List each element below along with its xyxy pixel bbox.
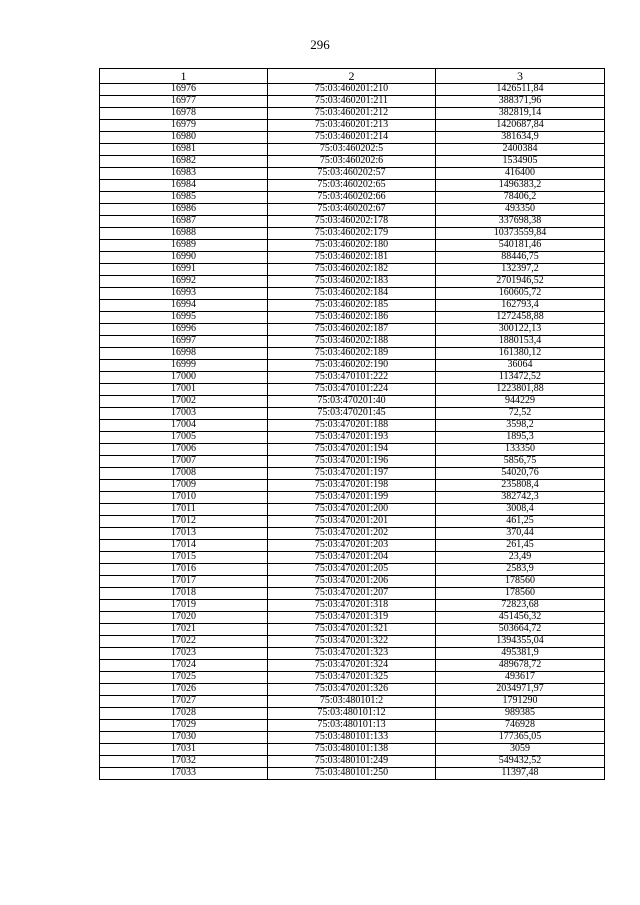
row-number-cell: 16999 [100,360,268,372]
cadastral-number-cell: 75:03:480101:13 [268,720,436,732]
cadastral-number-cell: 75:03:480101:249 [268,756,436,768]
cadastral-number-cell: 75:03:480101:133 [268,732,436,744]
table-row [100,252,605,264]
cadastral-number-cell: 75:03:470201:325 [268,672,436,684]
cadastral-number-cell: 75:03:470201:202 [268,528,436,540]
row-number-cell: 16993 [100,288,268,300]
value-cell: 11397,48 [436,768,605,780]
value-cell: 23,49 [436,552,605,564]
table-row [100,264,605,276]
cadastral-number-cell: 75:03:470201:45 [268,408,436,420]
cadastral-number-cell: 75:03:470201:326 [268,684,436,696]
row-number-cell: 17016 [100,564,268,576]
value-cell: 133350 [436,444,605,456]
row-number-cell: 17008 [100,468,268,480]
table-row [100,600,605,612]
row-number-cell: 17028 [100,708,268,720]
cadastral-number-cell: 75:03:470201:188 [268,420,436,432]
row-number-cell: 17000 [100,372,268,384]
row-number-cell: 16988 [100,228,268,240]
row-number-cell: 17022 [100,636,268,648]
value-cell: 495381,9 [436,648,605,660]
cadastral-number-cell: 75:03:460202:57 [268,168,436,180]
table-row [100,660,605,672]
cadastral-number-cell: 75:03:460202:5 [268,144,436,156]
value-cell: 944229 [436,396,605,408]
cadastral-number-cell: 75:03:470201:319 [268,612,436,624]
table-row [100,192,605,204]
cadastral-number-cell: 75:03:460202:184 [268,288,436,300]
cadastral-number-cell: 75:03:480101:2 [268,696,436,708]
table-row [100,564,605,576]
row-number-cell: 16976 [100,84,268,96]
row-number-cell: 16989 [100,240,268,252]
row-number-cell: 17010 [100,492,268,504]
value-cell: 3008,4 [436,504,605,516]
table-row [100,108,605,120]
table-row [100,588,605,600]
cadastral-number-cell: 75:03:460201:211 [268,96,436,108]
cadastral-number-cell: 75:03:470201:203 [268,540,436,552]
table-row [100,360,605,372]
cadastral-number-cell: 75:03:470201:193 [268,432,436,444]
value-cell: 178560 [436,576,605,588]
row-number-cell: 16992 [100,276,268,288]
row-number-cell: 16978 [100,108,268,120]
value-cell: 489678,72 [436,660,605,672]
row-number-cell: 16983 [100,168,268,180]
cadastral-number-cell: 75:03:470101:224 [268,384,436,396]
table-row [100,444,605,456]
table-row [100,228,605,240]
value-cell: 72823,68 [436,600,605,612]
row-number-cell: 17012 [100,516,268,528]
table-row [100,708,605,720]
table-row [100,216,605,228]
cadastral-number-cell: 75:03:460201:214 [268,132,436,144]
cadastral-number-cell: 75:03:460202:187 [268,324,436,336]
row-number-cell: 17001 [100,384,268,396]
cadastral-number-cell: 75:03:470201:322 [268,636,436,648]
value-cell: 1272458,88 [436,312,605,324]
row-number-cell: 17003 [100,408,268,420]
cadastral-number-cell: 75:03:470201:204 [268,552,436,564]
row-number-cell: 16979 [100,120,268,132]
page-number: 296 [310,37,330,52]
table-row [100,648,605,660]
row-number-cell: 17026 [100,684,268,696]
cadastral-number-cell: 75:03:470201:205 [268,564,436,576]
row-number-cell: 17025 [100,672,268,684]
column-header-2: 2 [268,69,436,84]
table-row [100,516,605,528]
value-cell: 162793,4 [436,300,605,312]
cadastral-number-cell: 75:03:460202:185 [268,300,436,312]
table-row [100,276,605,288]
cadastral-number-cell: 75:03:460202:67 [268,204,436,216]
table-row [100,324,605,336]
value-cell: 235808,4 [436,480,605,492]
cadastral-number-cell: 75:03:480101:138 [268,744,436,756]
row-number-cell: 17015 [100,552,268,564]
row-number-cell: 16985 [100,192,268,204]
cadastral-number-cell: 75:03:480101:250 [268,768,436,780]
value-cell: 382819,14 [436,108,605,120]
value-cell: 2034971,97 [436,684,605,696]
row-number-cell: 16990 [100,252,268,264]
row-number-cell: 16981 [100,144,268,156]
cadastral-number-cell: 75:03:470201:197 [268,468,436,480]
cadastral-number-cell: 75:03:460201:213 [268,120,436,132]
registry-table [99,68,605,780]
value-cell: 461,25 [436,516,605,528]
table-row [100,336,605,348]
row-number-cell: 17021 [100,624,268,636]
cadastral-number-cell: 75:03:460202:189 [268,348,436,360]
row-number-cell: 17017 [100,576,268,588]
table-row [100,144,605,156]
cadastral-number-cell: 75:03:460202:186 [268,312,436,324]
row-number-cell: 16977 [100,96,268,108]
value-cell: 78406,2 [436,192,605,204]
value-cell: 113472,52 [436,372,605,384]
table-row [100,168,605,180]
row-number-cell: 16987 [100,216,268,228]
value-cell: 178560 [436,588,605,600]
cadastral-number-cell: 75:03:470201:318 [268,600,436,612]
value-cell: 1223801,88 [436,384,605,396]
cadastral-number-cell: 75:03:470201:201 [268,516,436,528]
value-cell: 1420687,84 [436,120,605,132]
row-number-cell: 17011 [100,504,268,516]
row-number-cell: 16986 [100,204,268,216]
table-row [100,672,605,684]
cadastral-number-cell: 75:03:470201:194 [268,444,436,456]
table-row [100,456,605,468]
cadastral-number-cell: 75:03:470101:222 [268,372,436,384]
table-row [100,180,605,192]
row-number-cell: 16996 [100,324,268,336]
table-row [100,132,605,144]
value-cell: 72,52 [436,408,605,420]
cadastral-number-cell: 75:03:470201:207 [268,588,436,600]
cadastral-number-cell: 75:03:470201:196 [268,456,436,468]
table-row [100,468,605,480]
value-cell: 5856,75 [436,456,605,468]
cadastral-number-cell: 75:03:480101:12 [268,708,436,720]
table-row [100,372,605,384]
table-header-row [100,69,605,84]
row-number-cell: 16980 [100,132,268,144]
row-number-cell: 17014 [100,540,268,552]
cadastral-number-cell: 75:03:470201:321 [268,624,436,636]
table-row [100,732,605,744]
row-number-cell: 17002 [100,396,268,408]
value-cell: 493350 [436,204,605,216]
value-cell: 370,44 [436,528,605,540]
row-number-cell: 17018 [100,588,268,600]
value-cell: 88446,75 [436,252,605,264]
table-row [100,528,605,540]
cadastral-number-cell: 75:03:460202:178 [268,216,436,228]
row-number-cell: 17033 [100,768,268,780]
table-row [100,552,605,564]
table-row [100,636,605,648]
row-number-cell: 17030 [100,732,268,744]
row-number-cell: 17006 [100,444,268,456]
cadastral-number-cell: 75:03:460202:183 [268,276,436,288]
value-cell: 1394355,04 [436,636,605,648]
cadastral-number-cell: 75:03:460202:180 [268,240,436,252]
cadastral-number-cell: 75:03:470201:206 [268,576,436,588]
row-number-cell: 16995 [100,312,268,324]
row-number-cell: 17032 [100,756,268,768]
row-number-cell: 16997 [100,336,268,348]
value-cell: 3598,2 [436,420,605,432]
cadastral-number-cell: 75:03:470201:199 [268,492,436,504]
value-cell: 1534905 [436,156,605,168]
table-row [100,540,605,552]
table-row [100,612,605,624]
value-cell: 416400 [436,168,605,180]
row-number-cell: 16998 [100,348,268,360]
cadastral-number-cell: 75:03:460202:179 [268,228,436,240]
value-cell: 989385 [436,708,605,720]
table-row [100,756,605,768]
value-cell: 381634,9 [436,132,605,144]
table-row [100,696,605,708]
cadastral-number-cell: 75:03:470201:198 [268,480,436,492]
row-number-cell: 17020 [100,612,268,624]
table-row [100,480,605,492]
row-number-cell: 16994 [100,300,268,312]
row-number-cell: 17013 [100,528,268,540]
row-number-cell: 16984 [100,180,268,192]
value-cell: 337698,38 [436,216,605,228]
row-number-cell: 17023 [100,648,268,660]
value-cell: 540181,46 [436,240,605,252]
table-row [100,768,605,780]
row-number-cell: 17029 [100,720,268,732]
table-row [100,240,605,252]
row-number-cell: 17007 [100,456,268,468]
table-row [100,84,605,96]
table-row [100,348,605,360]
row-number-cell: 17027 [100,696,268,708]
table-row [100,312,605,324]
cadastral-number-cell: 75:03:470201:323 [268,648,436,660]
column-header-1: 1 [100,69,268,84]
table-row [100,384,605,396]
value-cell: 1496383,2 [436,180,605,192]
table-row [100,288,605,300]
value-cell: 493617 [436,672,605,684]
value-cell: 161380,12 [436,348,605,360]
row-number-cell: 17005 [100,432,268,444]
table-row [100,492,605,504]
cadastral-number-cell: 75:03:460201:210 [268,84,436,96]
row-number-cell: 17019 [100,600,268,612]
value-cell: 1880153,4 [436,336,605,348]
table-row [100,432,605,444]
table-row [100,684,605,696]
row-number-cell: 16991 [100,264,268,276]
table-row [100,624,605,636]
value-cell: 382742,3 [436,492,605,504]
value-cell: 2583,9 [436,564,605,576]
value-cell: 3059 [436,744,605,756]
table-row [100,504,605,516]
row-number-cell: 17031 [100,744,268,756]
cadastral-number-cell: 75:03:460202:181 [268,252,436,264]
table-row [100,744,605,756]
column-header-3: 3 [436,69,605,84]
table-row [100,156,605,168]
table-row [100,120,605,132]
value-cell: 36064 [436,360,605,372]
table-row [100,96,605,108]
row-number-cell: 16982 [100,156,268,168]
cadastral-number-cell: 75:03:460202:6 [268,156,436,168]
value-cell: 2400384 [436,144,605,156]
value-cell: 388371,96 [436,96,605,108]
value-cell: 503664,72 [436,624,605,636]
cadastral-number-cell: 75:03:470201:40 [268,396,436,408]
table-body [100,84,605,780]
value-cell: 1895,3 [436,432,605,444]
value-cell: 451456,32 [436,612,605,624]
value-cell: 54020,76 [436,468,605,480]
row-number-cell: 17009 [100,480,268,492]
cadastral-number-cell: 75:03:460202:190 [268,360,436,372]
value-cell: 1426511,84 [436,84,605,96]
value-cell: 132397,2 [436,264,605,276]
row-number-cell: 17004 [100,420,268,432]
row-number-cell: 17024 [100,660,268,672]
cadastral-number-cell: 75:03:470201:324 [268,660,436,672]
cadastral-number-cell: 75:03:460202:65 [268,180,436,192]
table-row [100,720,605,732]
table-row [100,300,605,312]
table-row [100,204,605,216]
table-row [100,576,605,588]
cadastral-number-cell: 75:03:460202:66 [268,192,436,204]
value-cell: 549432,52 [436,756,605,768]
value-cell: 177365,05 [436,732,605,744]
cadastral-number-cell: 75:03:460202:188 [268,336,436,348]
value-cell: 160605,72 [436,288,605,300]
value-cell: 300122,13 [436,324,605,336]
cadastral-number-cell: 75:03:460202:182 [268,264,436,276]
cadastral-number-cell: 75:03:460201:212 [268,108,436,120]
value-cell: 2701946,52 [436,276,605,288]
cadastral-number-cell: 75:03:470201:200 [268,504,436,516]
value-cell: 10373559,84 [436,228,605,240]
value-cell: 1791290 [436,696,605,708]
value-cell: 746928 [436,720,605,732]
value-cell: 261,45 [436,540,605,552]
table-row [100,396,605,408]
table-row [100,408,605,420]
table-row [100,420,605,432]
